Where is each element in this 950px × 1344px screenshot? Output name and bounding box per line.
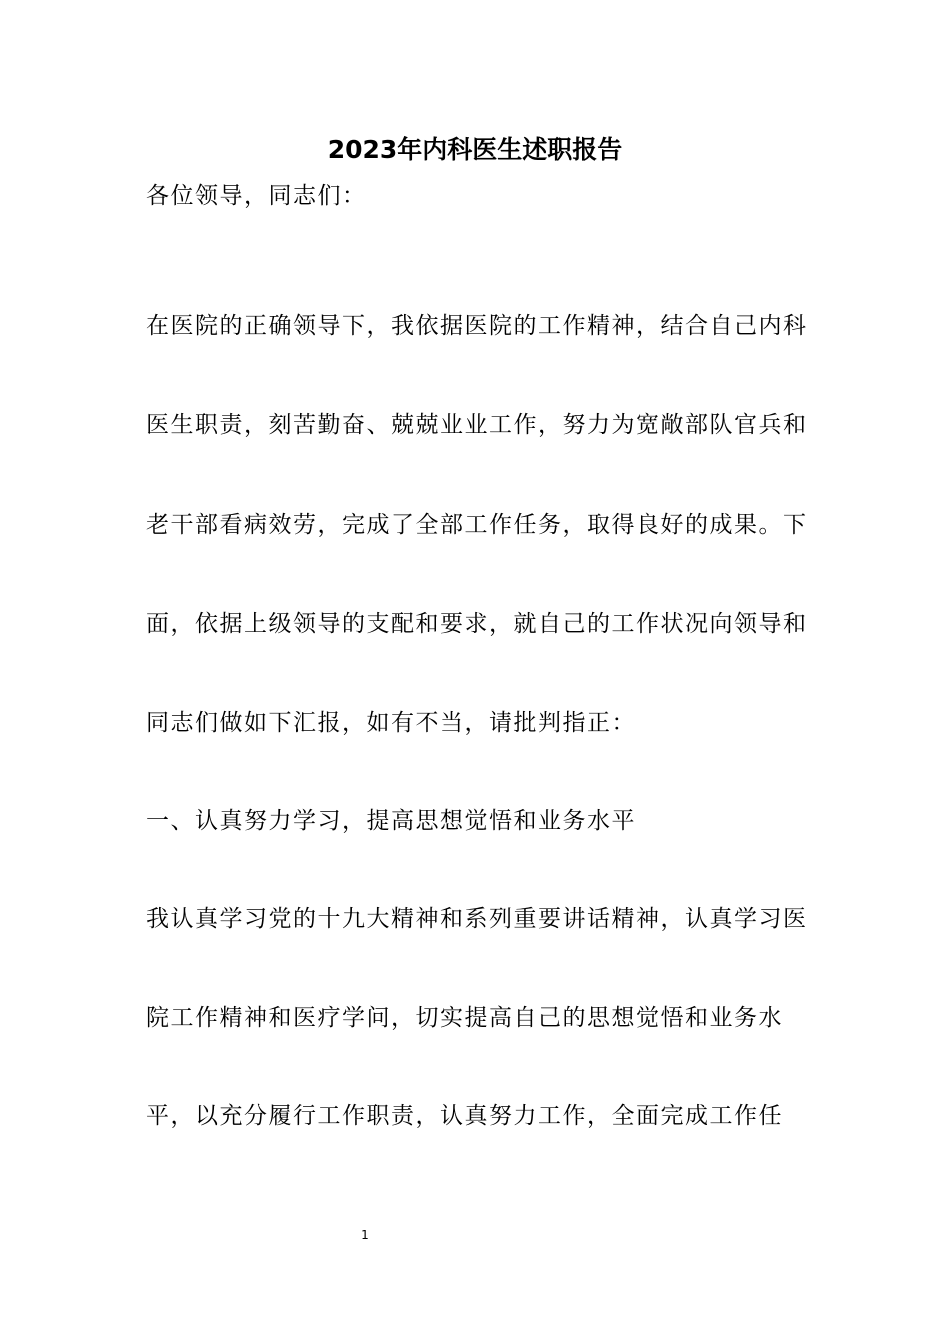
page-number: 1 <box>361 1228 369 1242</box>
document-title: 2023年内科医生述职报告 <box>327 135 623 164</box>
paragraph-line: 平，以充分履行工作职责，认真努力工作，全面完成工作任 <box>146 1103 783 1129</box>
paragraph-line: 在医院的正确领导下，我依据医院的工作精神，结合自己内科 <box>146 313 808 339</box>
paragraph-line: 同志们做如下汇报，如有不当，请批判指正： <box>146 710 636 736</box>
paragraph-line: 我认真学习党的十九大精神和系列重要讲话精神，认真学习医 <box>146 906 808 932</box>
paragraph-line: 医生职责，刻苦勤奋、兢兢业业工作，努力为宽敞部队官兵和 <box>146 412 808 438</box>
paragraph-line: 老干部看病效劳，完成了全部工作任务，取得良好的成果。下 <box>146 512 808 538</box>
paragraph-line: 面，依据上级领导的支配和要求，就自己的工作状况向领导和 <box>146 611 808 637</box>
section-heading: 一、认真努力学习，提高思想觉悟和业务水平 <box>146 808 636 834</box>
salutation: 各位领导，同志们： <box>146 183 367 209</box>
paragraph-line: 院工作精神和医疗学问，切实提高自己的思想觉悟和业务水 <box>146 1005 783 1031</box>
